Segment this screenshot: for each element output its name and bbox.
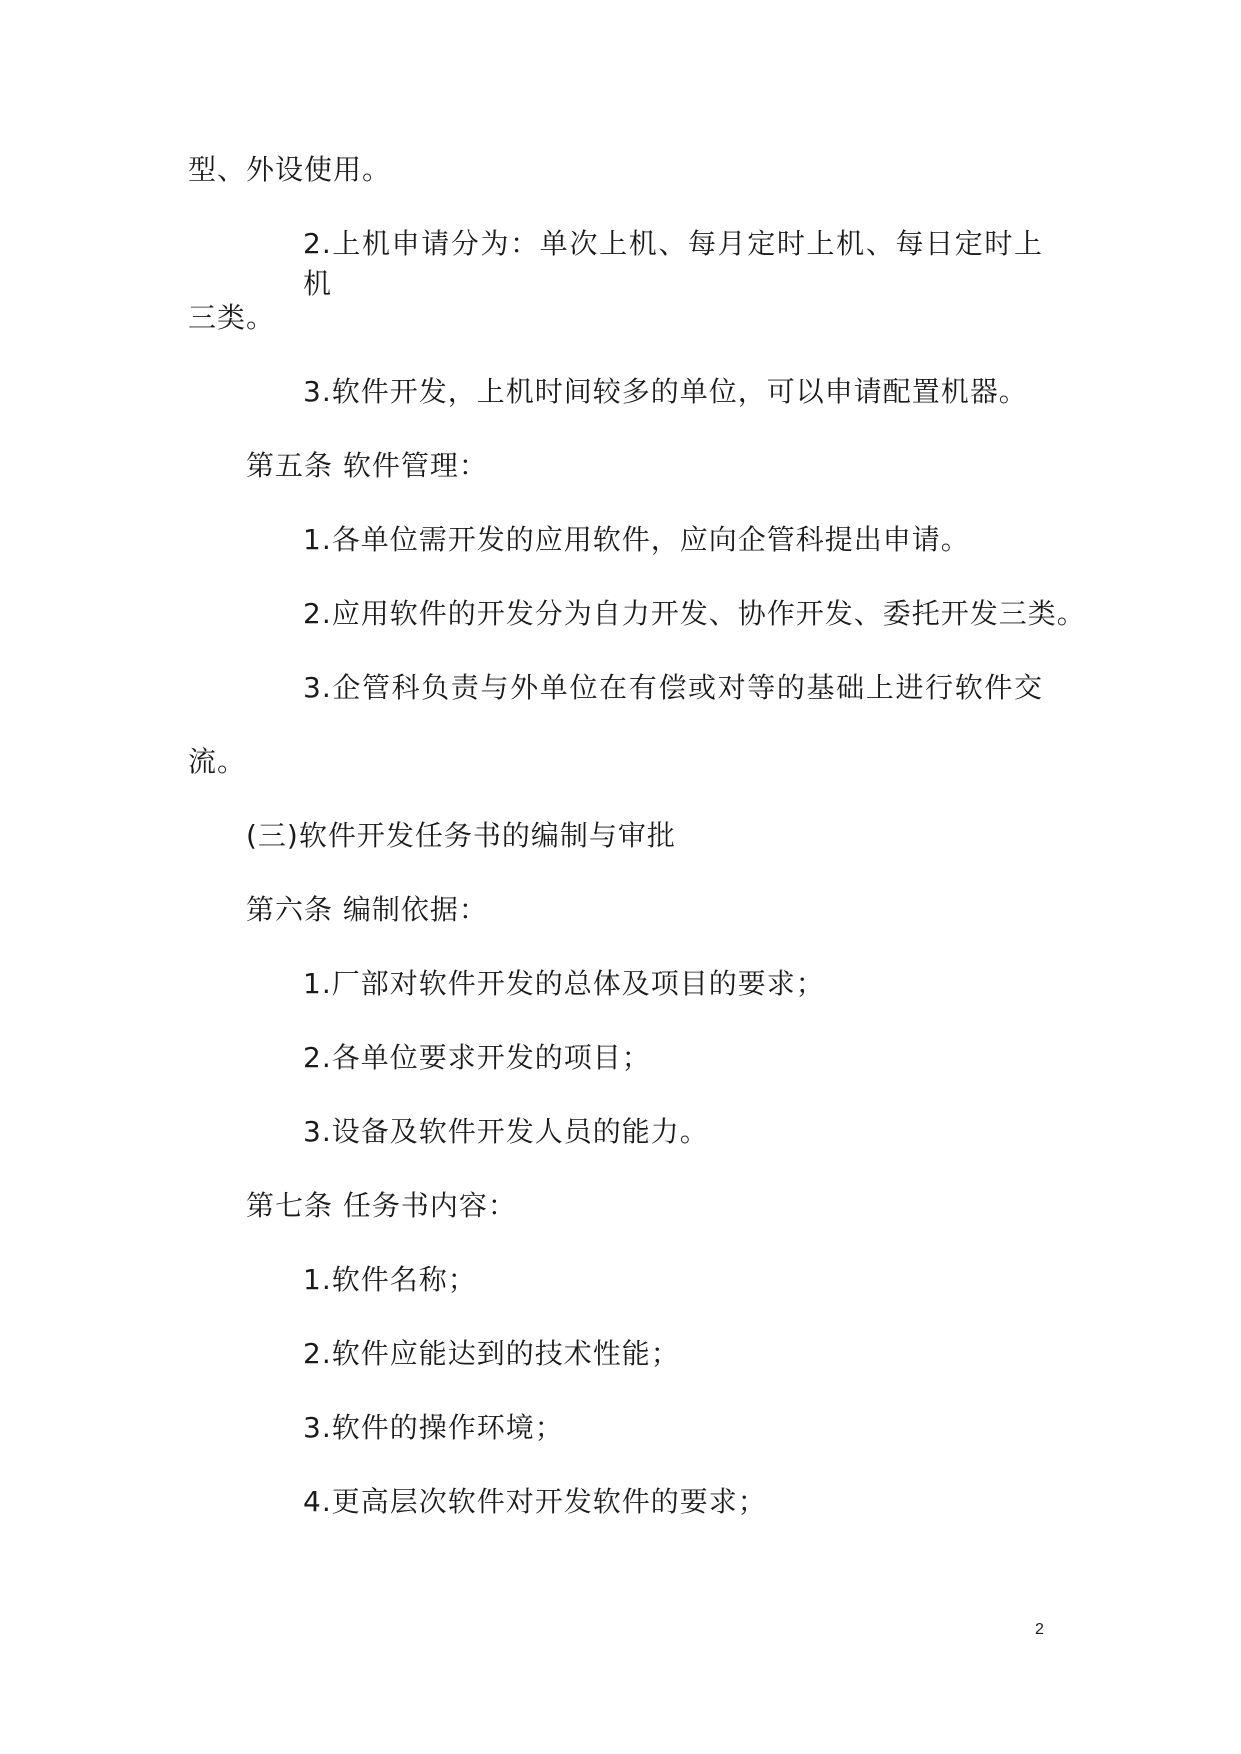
text-line: 1.软件名称；: [303, 1263, 477, 1296]
text-line: 1.各单位需开发的应用软件，应向企管科提出申请。: [303, 523, 970, 556]
text-line: 4.更高层次软件对开发软件的要求；: [303, 1485, 767, 1518]
text-line: 型、外设使用。: [188, 153, 392, 186]
text-line: 2.各单位要求开发的项目；: [303, 1041, 651, 1074]
page-number: 2: [1035, 1621, 1044, 1638]
text-line: 三类。: [188, 301, 276, 334]
text-line: 流。: [188, 745, 247, 778]
text-line: 2.应用软件的开发分为自力开发、协作开发、委托开发三类。: [303, 597, 1086, 630]
section-heading: 第六条 编制依据：: [246, 893, 488, 926]
section-heading: 第五条 软件管理：: [246, 449, 488, 482]
text-line: 3.软件的操作环境；: [303, 1411, 564, 1444]
text-line: 3.设备及软件开发人员的能力。: [303, 1115, 709, 1148]
text-line: 3.企管科负责与外单位在有偿或对等的基础上进行软件交: [303, 671, 1043, 704]
text-line: 2.软件应能达到的技术性能；: [303, 1337, 680, 1370]
section-heading: (三)软件开发任务书的编制与审批: [246, 819, 676, 852]
section-heading: 第七条 任务书内容：: [246, 1189, 517, 1222]
text-line: 3.软件开发，上机时间较多的单位，可以申请配置机器。: [303, 375, 1028, 408]
text-line: 1.厂部对软件开发的总体及项目的要求；: [303, 967, 825, 1000]
text-line: 2.上机申请分为：单次上机、每月定时上机、每日定时上机: [303, 227, 1043, 300]
